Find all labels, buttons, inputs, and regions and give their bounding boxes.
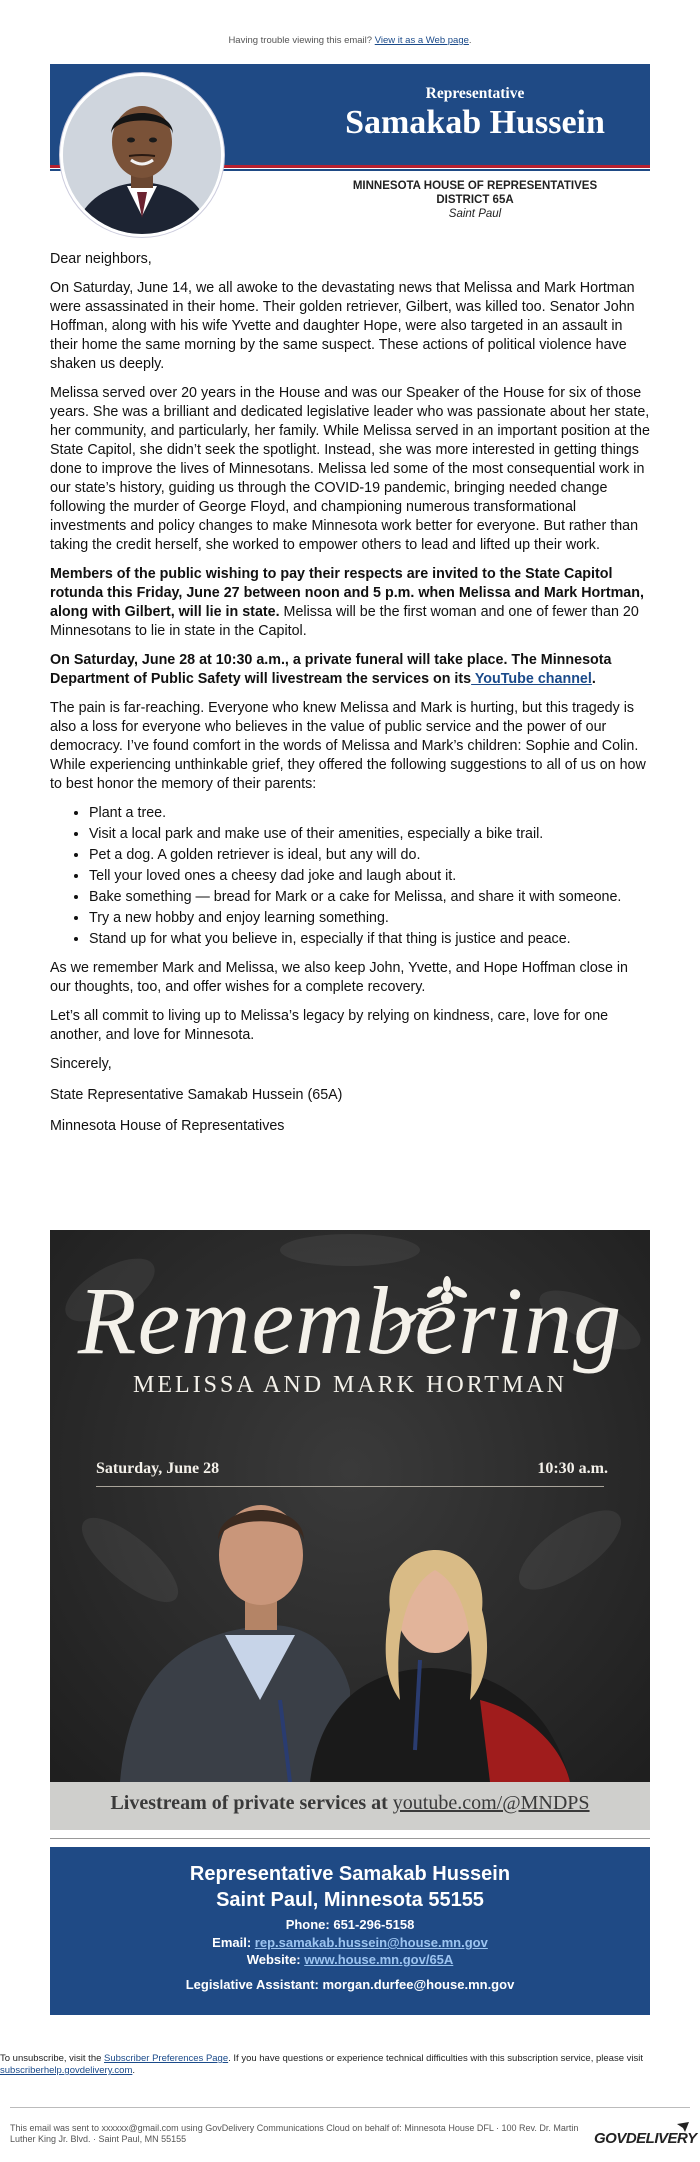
paragraph-5: The pain is far-reaching. Everyone who knew Melissa and Mark is hurting, but this tragedy is also a loss for everyone who believes in the value of public service and the power of our democracy. I’ve found comfort in the words of Melissa and Mark’s children: Sophie and Colin. While experiencing unthinkable grief, they offered the following suggestions to all of us on how to best honor the memory of their parents: bbox=[50, 700, 646, 792]
list-item: • Pet a dog. A golden retriever is ideal, but any will do. bbox=[89, 846, 652, 865]
signature-org: Minnesota House of Representatives bbox=[50, 1118, 285, 1134]
paragraph-7: Let’s all commit to living up to Melissa’s legacy by relying on kindness, care, love for one another, and love for Minnesota. bbox=[50, 1008, 609, 1043]
rep-title-label: Representative bbox=[425, 85, 525, 102]
footer-assistant: Legislative Assistant: morgan.durfee@house.mn.gov bbox=[185, 1977, 515, 1992]
paragraph-1: On Saturday, June 14, we all awoke to the devastating news that Melissa and Mark Hortman were assassinated in their home. Their golden retriever, Gilbert, was killed too. Senator John Hoffman, along with his wife Yvette and daughter Hope, were also targeted in an assault in their home the same morning by the same suspect. These actions of political violence have shaken us deeply. bbox=[50, 280, 635, 372]
footer-phone: Phone: 651-296-5158 bbox=[285, 1917, 415, 1932]
subscriber-preferences-link[interactable]: Subscriber Preferences Page bbox=[104, 2053, 229, 2064]
city-label: Saint Paul bbox=[448, 208, 502, 220]
house-name: MINNESOTA HOUSE OF REPRESENTATIVES bbox=[352, 180, 598, 192]
footer-email-label: Email: bbox=[212, 1935, 252, 1950]
paragraph-2: Melissa served over 20 years in the House and was our Speaker of the House for six of those years. She was a brilliant and dedicated legislative leader who was passionate about her state, her community, and particularly, her family. While Melissa served in an important position at the State Capitol, she didn’t seek the spotlight. Instead, she was more interested in getting things done to improve the lives of Minnesotans. Melissa led some of the most consequential work in our state’s history, guiding us through the COVID-19 pandemic, bringing needed change following the murder of George Floyd, and championing numerous transformational investments and policy changes to make Minnesota work better for everyone. But rather than taking the credit herself, she worked to empower others to lead and lifted up their work. bbox=[50, 385, 650, 553]
livestream-caption[interactable] bbox=[50, 1792, 650, 1815]
livestream-prefix: Livestream of private services at bbox=[110, 1792, 388, 1814]
memorial-script-title: Remembering bbox=[77, 1267, 623, 1374]
section-divider bbox=[50, 1838, 650, 1839]
list-item: • Bake something — bread for Mark or a cake for Melissa, and share it with someone. bbox=[89, 888, 652, 907]
list-item: • Visit a local park and make use of their amenities, especially a bike trail. bbox=[89, 825, 652, 844]
lie-in-state-notice: Members of the public wishing to pay their respects are invited to the State Capitol rotunda this Friday, June 27 between noon and 5 p.m. when Melissa and Mark Hortman, along with Gilbert, will lie in state. bbox=[50, 566, 644, 620]
footer-website-link[interactable]: www.house.mn.gov/65A bbox=[304, 1952, 454, 1967]
footer-rep-name: Representative Samakab Hussein bbox=[189, 1863, 511, 1885]
district-label: DISTRICT 65A bbox=[436, 194, 514, 206]
signature: State Representative Samakab Hussein (65A) bbox=[50, 1087, 343, 1103]
contact-footer bbox=[50, 1847, 650, 2015]
footer-rule bbox=[10, 2107, 690, 2108]
lie-in-state-detail: Melissa will be the first woman and one of fewer than 20 Minnesotans to lie in state in the Capitol. bbox=[50, 604, 639, 639]
memorial-date: Saturday, June 28 bbox=[96, 1460, 220, 1477]
memorial-names: MELISSA AND MARK HORTMAN bbox=[133, 1372, 567, 1398]
memorial-rule bbox=[96, 1486, 604, 1487]
memorial-graphic bbox=[50, 1230, 650, 1830]
footer-address: Saint Paul, Minnesota 55155 bbox=[216, 1889, 484, 1911]
suggestions-list bbox=[50, 804, 652, 949]
list-item: • Try a new hobby and enjoy learning something. bbox=[89, 909, 652, 928]
sent-notice: This email was sent to xxxxxx@gmail.com using GovDelivery Communications Cloud on behalf of: Minnesota House DFL · 100 Rev. Dr. Martin Luther King Jr. Blvd. · Saint Paul, MN 55155 bbox=[10, 2123, 579, 2144]
preheader-text: Having trouble viewing this email? bbox=[228, 35, 373, 46]
paragraph-4 bbox=[50, 651, 652, 689]
footer-website-label: Website: bbox=[246, 1952, 301, 1967]
letter-body bbox=[50, 250, 652, 1146]
closing: Sincerely, bbox=[50, 1056, 112, 1072]
portrait-image bbox=[63, 76, 221, 234]
funeral-notice: On Saturday, June 28 at 10:30 a.m., a private funeral will take place. The Minnesota Department of Public Safety will livestream the services on its YouTube channel. bbox=[50, 652, 612, 687]
unsubscribe-notice: To unsubscribe, visit the Subscriber Preferences Page. If you have questions or experience technical difficulties with this subscription service, please visit subscriberhelp.govdelivery.com. bbox=[0, 2053, 643, 2076]
greeting: Dear neighbors, bbox=[50, 251, 152, 267]
preheader: Having trouble viewing this email? View it as a Web page. bbox=[228, 35, 472, 46]
livestream-url: youtube.com/@MNDPS bbox=[392, 1792, 590, 1814]
rep-portrait bbox=[60, 73, 224, 237]
footer-email-row bbox=[50, 1935, 650, 1950]
paragraph-3 bbox=[50, 565, 652, 641]
rep-name-heading: Samakab Hussein bbox=[345, 104, 605, 141]
youtube-channel-link[interactable]: YouTube channel bbox=[471, 671, 592, 687]
footer-website-row bbox=[50, 1952, 650, 1967]
govdelivery-logo[interactable]: GOVDELIVERY bbox=[594, 2130, 697, 2147]
list-item: • Tell your loved ones a cheesy dad joke and laugh about it. bbox=[89, 867, 652, 886]
list-item: • Plant a tree. bbox=[89, 804, 652, 823]
memorial-time: 10:30 a.m. bbox=[537, 1460, 608, 1477]
subscriber-help-link[interactable]: subscriberhelp.govdelivery.com bbox=[0, 2065, 133, 2076]
list-item: • Stand up for what you believe in, especially if that thing is justice and peace. bbox=[89, 930, 652, 949]
envelope-icon bbox=[677, 2122, 689, 2132]
view-as-webpage-link[interactable]: View it as a Web page bbox=[374, 35, 469, 46]
footer-email-link[interactable]: rep.samakab.hussein@house.mn.gov bbox=[254, 1935, 488, 1950]
paragraph-6: As we remember Mark and Melissa, we also keep John, Yvette, and Hope Hoffman close in our thoughts, too, and offer wishes for a complete recovery. bbox=[50, 960, 628, 995]
